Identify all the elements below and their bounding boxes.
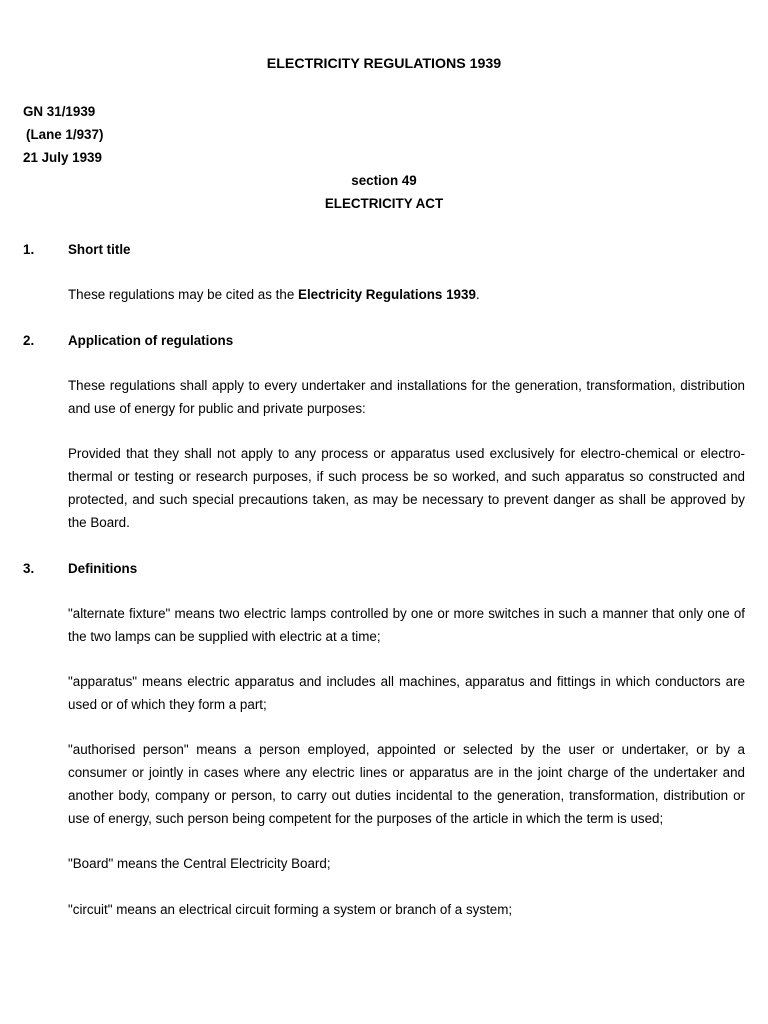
section-number: 3. <box>23 561 35 576</box>
section-heading-label: Short title <box>68 242 131 257</box>
section-heading-label: Application of regulations <box>68 333 234 348</box>
definition-authorised-person: "authorised person" means a person employed, appointed or selected by the user or undertaker, or by a consumer or jointly in cases where any electric lines or apparatus are in the joint charge of the undertaker and another body, company or person, to carry out duties incidental to the generation, transformation, distribution or use of energy, such person being competent for the purposes of the article in which the term is used; <box>68 742 745 826</box>
lane-reference: (Lane 1/937) <box>26 127 104 142</box>
section-heading-short-title <box>23 238 131 261</box>
definition-circuit: "circuit" means an electrical circuit forming a system or branch of a system; <box>68 902 513 917</box>
section-heading-definitions <box>23 557 137 580</box>
citation-text: These regulations may be cited as the <box>68 287 299 302</box>
act-name: ELECTRICITY ACT <box>324 196 444 211</box>
definition-apparatus: "apparatus" means electric apparatus and includes all machines, apparatus and fittings in which conductors are used or of which they form a part; <box>68 674 745 712</box>
citation-end: . <box>475 287 480 302</box>
gn-number: GN 31/1939 <box>23 104 96 119</box>
citation-name: Electricity Regulations 1939 <box>298 287 476 302</box>
section-number: 2. <box>23 333 35 348</box>
section-reference: section 49 <box>351 173 417 188</box>
definition-board: "Board" means the Central Electricity Board; <box>68 856 331 871</box>
definition-alternate-fixture: "alternate fixture" means two electric lamps controlled by one or more switches in such a manner that only one of the two lamps can be supplied with electric at a time; <box>68 606 745 644</box>
document-title: ELECTRICITY REGULATIONS 1939 <box>266 56 502 72</box>
section-heading-label: Definitions <box>68 561 138 576</box>
section-heading-application <box>23 329 233 352</box>
section-number: 1. <box>23 242 35 257</box>
citation-paragraph <box>68 283 745 306</box>
proviso-paragraph: Provided that they shall not apply to any process or apparatus used exclusively for electro-chemical or electro-thermal or testing or research purposes, if such process be so worked, and such apparatus so constructed and protected, and such special precautions taken, as may be necessary to prevent danger as shall be approved by the Board. <box>68 446 745 530</box>
application-paragraph: These regulations shall apply to every undertaker and installations for the generation, transformation, distribution and use of energy for public and private purposes: <box>68 378 745 416</box>
document-date: 21 July 1939 <box>23 150 102 165</box>
